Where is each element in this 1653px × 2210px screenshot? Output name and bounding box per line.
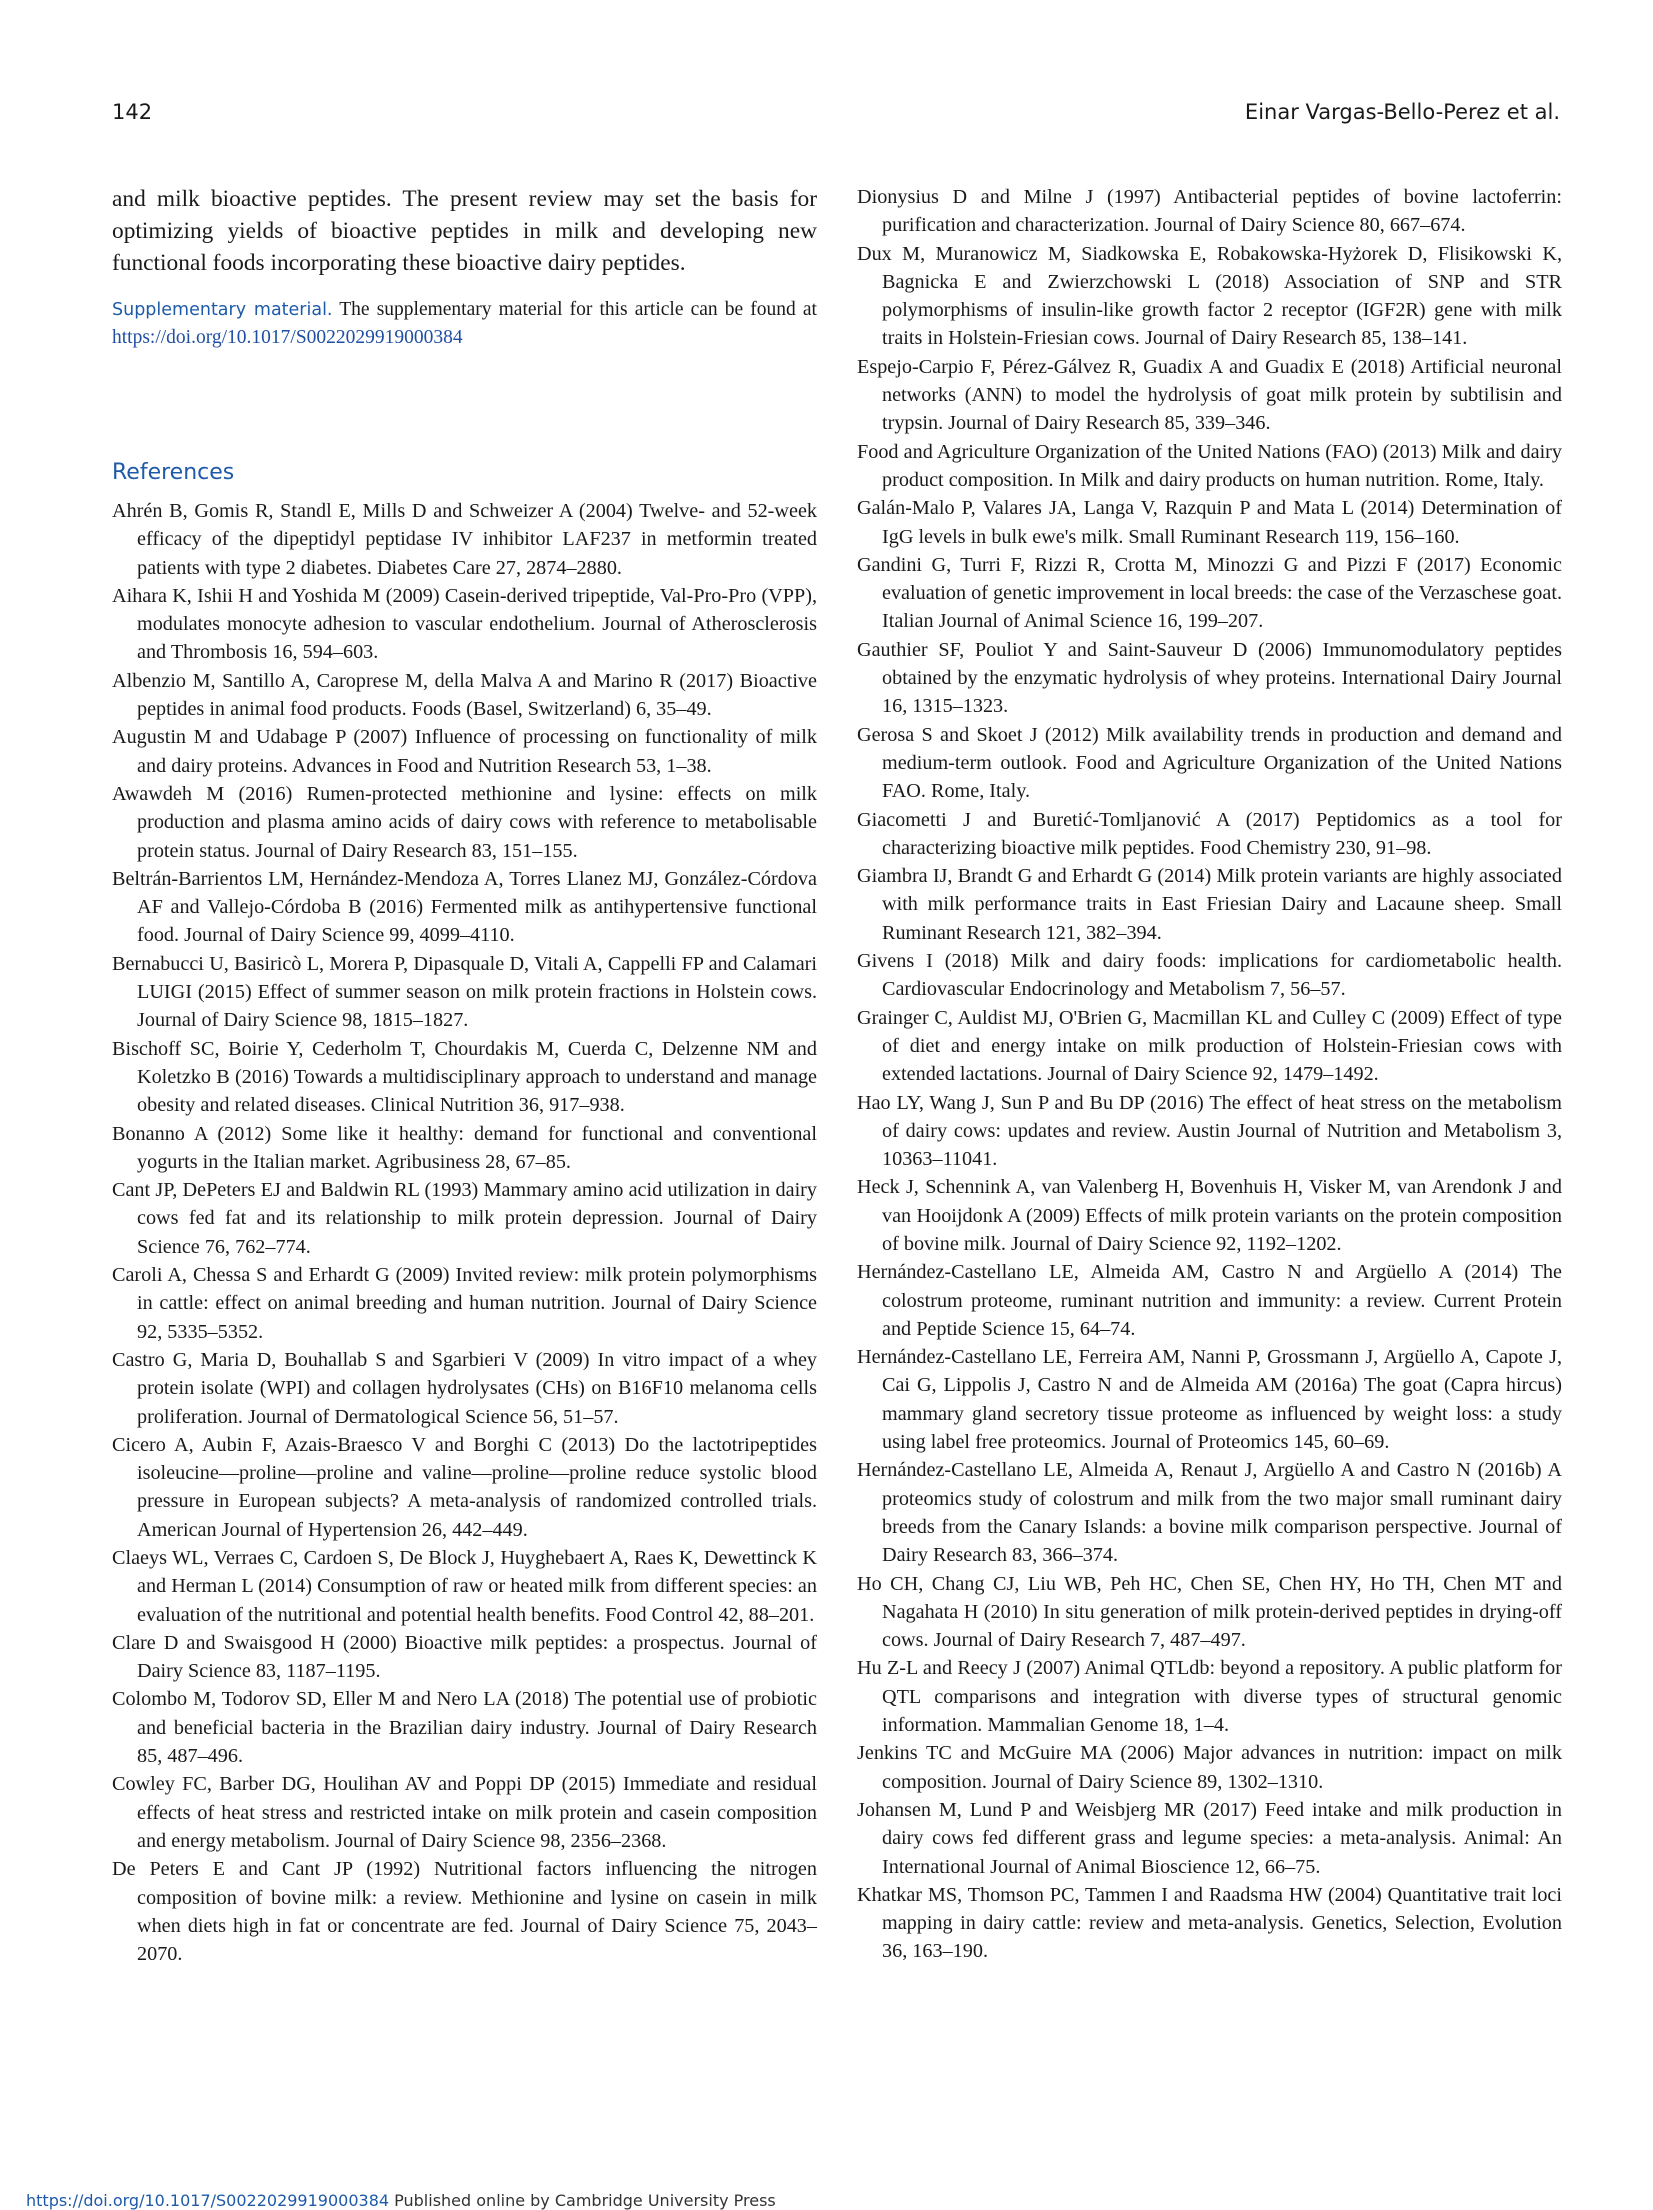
reference-item: Hernández-Castellano LE, Ferreira AM, Nanni P, Grossmann J, Argüello A, Capote J, Cai G, Lippolis J, Castro N and de Almeida AM (2016a) The goat (Capra hircus) mammary gland secretory tissue proteome as influenced by weight loss: a study using label free proteomics. Journal of Proteomics 145, 60–69. bbox=[857, 1346, 1562, 1454]
reference-item: Jenkins TC and McGuire MA (2006) Major advances in nutrition: impact on milk composition. Journal of Dairy Science 89, 1302–1310. bbox=[857, 1742, 1562, 1793]
left-column bbox=[112, 183, 817, 1968]
reference-item: Food and Agriculture Organization of the United Nations (FAO) (2013) Milk and dairy product composition. In Milk and dairy products on human nutrition. Rome, Italy. bbox=[857, 440, 1562, 491]
running-head-author: Einar Vargas-Bello-Perez et al. bbox=[1244, 100, 1560, 124]
reference-item: Gandini G, Turri F, Rizzi R, Crotta M, Minozzi G and Pizzi F (2017) Economic evaluation of genetic improvement in local breeds: the case of the Verzaschese goat. Italian Journal of Animal Science 16, 199–207. bbox=[857, 553, 1562, 633]
intro-paragraph: and milk bioactive peptides. The present review may set the basis for optimizing yields of bioactive peptides in milk and developing new functional foods incorporating these bioactive dairy peptides. bbox=[112, 186, 817, 276]
reference-item: Bernabucci U, Basiricò L, Morera P, Dipasquale D, Vitali A, Cappelli FP and Calamari LUIGI (2015) Effect of summer season on milk protein fractions in Holstein cows. Journal of Dairy Science 98, 1815–1827. bbox=[112, 952, 817, 1032]
reference-item: Ho CH, Chang CJ, Liu WB, Peh HC, Chen SE, Chen HY, Ho TH, Chen MT and Nagahata H (2010) In situ generation of milk protein-derived peptides in drying-off cows. Journal of Dairy Research 7, 487–497. bbox=[857, 1572, 1562, 1652]
reference-item: Giacometti J and Buretić-Tomljanović A (2017) Peptidomics as a tool for characterizing bioactive milk peptides. Food Chemistry 230, 91–98. bbox=[857, 808, 1562, 859]
reference-item: Dux M, Muranowicz M, Siadkowska E, Robakowska-Hyżorek D, Flisikowski K, Bagnicka E and Zwierzchowski L (2018) Association of SNP and STR polymorphisms of insulin-like growth factor 2 receptor (IGF2R) gene with milk traits in Holstein-Friesian cows. Journal of Dairy Research 85, 138–141. bbox=[857, 242, 1562, 350]
reference-item: Givens I (2018) Milk and dairy foods: implications for cardiometabolic health. Cardiovascular Endocrinology and Metabolism 7, 56–57. bbox=[857, 950, 1562, 1001]
reference-item: Hernández-Castellano LE, Almeida AM, Castro N and Argüello A (2014) The colostrum proteome, ruminant nutrition and immunity: a review. Current Protein and Peptide Science 15, 64–74. bbox=[857, 1261, 1562, 1340]
reference-item: Beltrán-Barrientos LM, Hernández-Mendoza A, Torres Llanez MJ, González-Córdova AF and Vallejo-Córdoba B (2016) Fermented milk as antihypertensive functional food. Journal of Dairy Science 99, 4099–4110. bbox=[112, 867, 817, 947]
reference-item: Albenzio M, Santillo A, Caroprese M, della Malva A and Marino R (2017) Bioactive peptides in animal food products. Foods (Basel, Switzerland) 6, 35–49. bbox=[112, 669, 817, 721]
reference-item: Giambra IJ, Brandt G and Erhardt G (2014) Milk protein variants are highly associated with milk performance traits in East Friesian Dairy and Lacaune sheep. Small Ruminant Research 121, 382–394. bbox=[857, 865, 1562, 944]
right-column bbox=[857, 183, 1562, 1966]
reference-item: Khatkar MS, Thomson PC, Tammen I and Raadsma HW (2004) Quantitative trait loci mapping in dairy cattle: review and meta-analysis. Genetics, Selection, Evolution 36, 163–190. bbox=[857, 1883, 1562, 1963]
supplementary-link[interactable]: https://doi.org/10.1017/S0022029919000384 bbox=[112, 327, 463, 348]
reference-item: Clare D and Swaisgood H (2000) Bioactive milk peptides: a prospectus. Journal of Dairy Science 83, 1187–1195. bbox=[112, 1631, 817, 1683]
reference-item: Aihara K, Ishii H and Yoshida M (2009) Casein-derived tripeptide, Val-Pro-Pro (VPP), modulates monocyte adhesion to vascular endothelium. Journal of Atherosclerosis and Thrombosis 16, 594–603. bbox=[112, 584, 817, 664]
reference-item: Hernández-Castellano LE, Almeida A, Renaut J, Argüello A and Castro N (2016b) A proteomics study of colostrum and milk from the two major small ruminant dairy breeds from the Canary Islands: a bovine milk comparison perspective. Journal of Dairy Research 83, 366–374. bbox=[857, 1459, 1562, 1567]
references-list-left bbox=[112, 497, 817, 1968]
reference-item: Grainger C, Auldist MJ, O'Brien G, Macmillan KL and Culley C (2009) Effect of type of diet and energy intake on milk production of Holstein-Friesian cows with extended lactations. Journal of Dairy Science 92, 1479–1492. bbox=[857, 1006, 1562, 1086]
reference-item: Dionysius D and Milne J (1997) Antibacterial peptides of bovine lactoferrin: purification and characterization. Journal of Dairy Science 80, 667–674. bbox=[857, 186, 1562, 237]
reference-item: Espejo-Carpio F, Pérez-Gálvez R, Guadix A and Guadix E (2018) Artificial neuronal networks (ANN) to model the hydrolysis of goat milk protein by subtilisin and trypsin. Journal of Dairy Research 85, 339–346. bbox=[857, 355, 1562, 435]
reference-item: Cant JP, DePeters EJ and Baldwin RL (1993) Mammary amino acid utilization in dairy cows fed fat and its relationship to milk protein depression. Journal of Dairy Science 76, 762–774. bbox=[112, 1179, 817, 1258]
reference-item: Cowley FC, Barber DG, Houlihan AV and Poppi DP (2015) Immediate and residual effects of heat stress and restricted intake on milk protein and casein composition and energy metabolism. Journal of Dairy Science 98, 2356–2368. bbox=[112, 1773, 817, 1852]
page-number: 142 bbox=[112, 100, 153, 124]
footer bbox=[26, 2193, 776, 2209]
reference-item: Awawdeh M (2016) Rumen-protected methionine and lysine: effects on milk production and plasma amino acids of dairy cows with reference to metabolisable protein status. Journal of Dairy Research 83, 151–155. bbox=[112, 782, 817, 862]
reference-item: Johansen M, Lund P and Weisbjerg MR (2017) Feed intake and milk production in dairy cows fed different grass and legume species: a meta-analysis. Animal: An International Journal of Animal Bioscience 12, 66–75. bbox=[857, 1798, 1562, 1878]
reference-item: Claeys WL, Verraes C, Cardoen S, De Block J, Huyghebaert A, Raes K, Dewettinck K and Herman L (2014) Consumption of raw or heated milk from different species: an evaluation of the nutritional and potential health benefits. Food Control 42, 88–201. bbox=[112, 1546, 817, 1626]
references-list-right bbox=[857, 183, 1562, 1966]
footer-doi-link[interactable]: https://doi.org/10.1017/S0022029919000384 bbox=[26, 2191, 390, 2210]
supplementary-paragraph bbox=[112, 296, 817, 352]
reference-item: Caroli A, Chessa S and Erhardt G (2009) Invited review: milk protein polymorphisms in cattle: effect on animal breeding and human nutrition. Journal of Dairy Science 92, 5335–5352. bbox=[112, 1264, 817, 1343]
reference-item: Bonanno A (2012) Some like it healthy: demand for functional and conventional yogurts in the Italian market. Agribusiness 28, 67–85. bbox=[112, 1122, 817, 1173]
references-heading: References bbox=[112, 460, 235, 485]
reference-item: Bischoff SC, Boirie Y, Cederholm T, Chourdakis M, Cuerda C, Delzenne NM and Koletzko B (2016) Towards a multidisciplinary approach to understand and manage obesity and related diseases. Clinical Nutrition 36, 917–938. bbox=[112, 1037, 817, 1117]
reference-item: Gauthier SF, Pouliot Y and Saint-Sauveur D (2006) Immunomodulatory peptides obtained by the enzymatic hydrolysis of whey proteins. International Dairy Journal 16, 1315–1323. bbox=[857, 638, 1562, 718]
supplementary-text: The supplementary material for this article can be found at bbox=[332, 299, 817, 320]
reference-item: Ahrén B, Gomis R, Standl E, Mills D and Schweizer A (2004) Twelve- and 52-week efficacy of the dipeptidyl peptidase IV inhibitor LAF237 in metformin treated patients with type 2 diabetes. Diabetes Care 27, 2874–2880. bbox=[112, 500, 817, 579]
footer-published: Published online by Cambridge University Press bbox=[394, 2191, 776, 2210]
reference-item: Gerosa S and Skoet J (2012) Milk availability trends in production and demand and medium-term outlook. Food and Agriculture Organization of the United Nations FAO. Rome, Italy. bbox=[857, 723, 1562, 803]
reference-item: Cicero A, Aubin F, Azais-Braesco V and Borghi C (2013) Do the lactotripeptides isoleucine—proline—proline and valine—proline—proline reduce systolic blood pressure in European subjects? A meta-analysis of randomized controlled trials. American Journal of Hypertension 26, 442–449. bbox=[112, 1433, 817, 1541]
supplementary-label: Supplementary material. bbox=[112, 300, 333, 320]
reference-item: Galán-Malo P, Valares JA, Langa V, Razquin P and Mata L (2014) Determination of IgG levels in bulk ewe's milk. Small Ruminant Research 119, 156–160. bbox=[857, 497, 1562, 548]
reference-item: Colombo M, Todorov SD, Eller M and Nero LA (2018) The potential use of probiotic and beneficial bacteria in the Brazilian dairy industry. Journal of Dairy Research 85, 487–496. bbox=[112, 1688, 817, 1768]
reference-item: Augustin M and Udabage P (2007) Influence of processing on functionality of milk and dairy proteins. Advances in Food and Nutrition Research 53, 1–38. bbox=[112, 726, 817, 777]
reference-item: Castro G, Maria D, Bouhallab S and Sgarbieri V (2009) In vitro impact of a whey protein isolate (WPI) and collagen hydrolysates (CHs) on B16F10 melanoma cells proliferation. Journal of Dermatological Science 56, 51–57. bbox=[112, 1348, 817, 1428]
reference-item: Hao LY, Wang J, Sun P and Bu DP (2016) The effect of heat stress on the metabolism of dairy cows: updates and review. Austin Journal of Nutrition and Metabolism 3, 10363–11041. bbox=[857, 1091, 1562, 1171]
reference-item: Hu Z-L and Reecy J (2007) Animal QTLdb: beyond a repository. A public platform for QTL comparisons and integration with diverse types of structural genomic information. Mammalian Genome 18, 1–4. bbox=[857, 1657, 1562, 1737]
reference-item: Heck J, Schennink A, van Valenberg H, Bovenhuis H, Visker M, van Arendonk J and van Hooijdonk A (2009) Effects of milk protein variants on the protein composition of bovine milk. Journal of Dairy Science 92, 1192–1202. bbox=[857, 1176, 1562, 1255]
reference-item: De Peters E and Cant JP (1992) Nutritional factors influencing the nitrogen composition of bovine milk: a review. Methionine and lysine on casein in milk when diets high in fat or concentrate are fed. Journal of Dairy Science 75, 2043–2070. bbox=[112, 1858, 817, 1966]
